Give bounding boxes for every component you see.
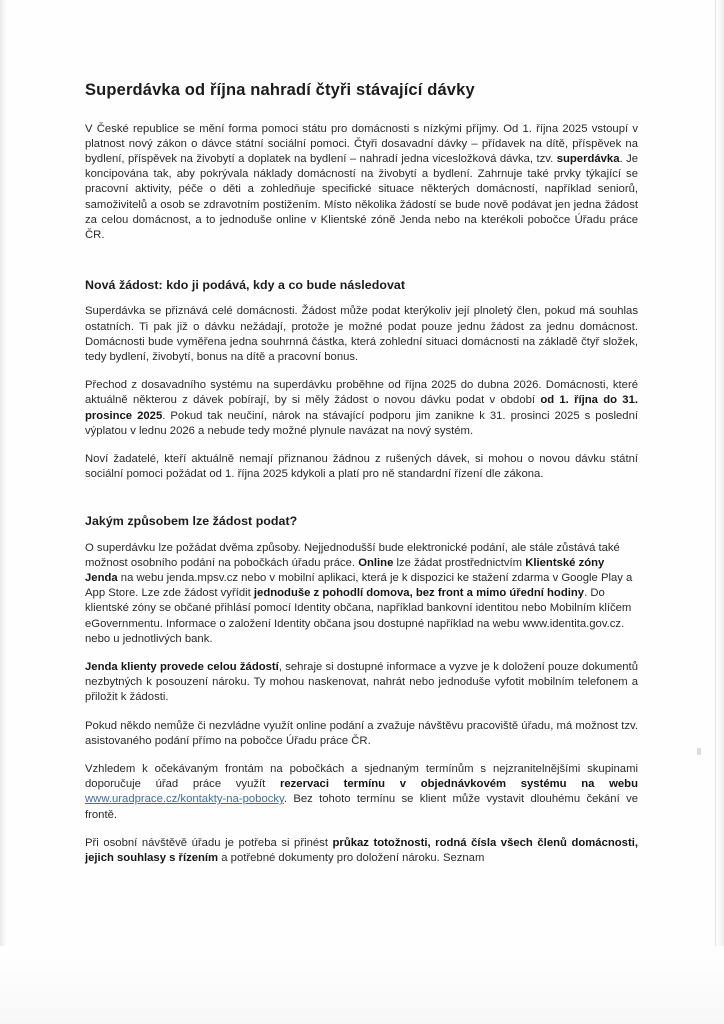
- scan-artifact-bottom: [0, 946, 724, 1024]
- new-request-text-a: Přechod z dosavadního systému na superdávku proběhne od října 2025 do dubna 2026. Domácnosti, které aktuálně některou z dávek pobírají, by si měly žádost o novou dávku podat v období: [85, 379, 638, 407]
- apply-emphasis-jenda-zone: Klientské zóny Jenda: [85, 556, 605, 584]
- page-title: Superdávka od října nahradí čtyři stávající dávky: [85, 81, 475, 99]
- scan-artifact-left-edge: [0, 0, 7, 1024]
- how-to-apply-paragraph-4: [85, 762, 638, 823]
- how-to-apply-paragraph-5: [85, 836, 638, 866]
- how-to-apply-paragraph-2: [85, 660, 638, 706]
- intro-text-a: V České republice se mění forma pomoci státu pro domácnosti s nízkými příjmy. Od 1. října 2025 vstoupí v platnost nový zákon o dávce státní sociální pomoci. Čtyři dosavadní dávky – přídavek na dítě, příspěvek na bydlení, příspěvek na živobytí a doplatek na bydlení – nahradí jedna vicesložková dávka, tzv.: [85, 122, 638, 166]
- new-request-paragraph-2: [85, 378, 638, 439]
- apply-emphasis-jenda-guides: Jenda klienty provede celou žádostí: [85, 660, 279, 673]
- apply-text-a: O superdávku lze požádat dvěma způsoby. Nejjednodušší bude elektronické podání, ale stále zůstává také možnost osobního podání na pobočkách úřadu práce.: [85, 541, 620, 569]
- intro-paragraph: [85, 122, 638, 244]
- apply5-text-c: a potřebné dokumenty pro doložení nároku. Seznam: [218, 851, 485, 864]
- apply-emphasis-reservation: rezervaci termínu v objednávkovém systému na webu: [279, 778, 638, 791]
- apply-emphasis-documents: průkaz totožnosti, rodná čísla všech členů domácnosti, jejich souhlasy s řízením: [85, 836, 639, 864]
- apply-text-c: lze žádat prostřednictvím: [393, 556, 526, 569]
- scan-artifact-right-line: [715, 0, 716, 1024]
- new-request-emphasis-deadline: od 1. října do 31. prosince 2025: [85, 394, 638, 422]
- apply2-text-b: , sehraje si dostupné informace a vyzve je k doložení pouze dokumentů nezbytných k posouzení nároku. Ty mohou naskenovat, nahrát nebo jednoduše vyfotit mobilním telefonem a přiložit k žádosti.: [85, 660, 638, 704]
- apply-emphasis-convenience: jednoduše z pohodlí domova, bez front a mimo úřední hodiny: [253, 587, 585, 600]
- apply-text-e: na webu jenda.mpsv.cz nebo v mobilní aplikaci, která je k dispozici ke stažení zdarma v Google Play a App Store. Lze zde žádost vyřídit: [85, 571, 633, 600]
- apply5-text-a: Při osobní návštěvě úřadu je potřeba si přinést: [85, 836, 333, 849]
- apply4-text-c: . Bez tohoto termínu se klient může vystavit dlouhému čekání ve frontě.: [85, 793, 638, 821]
- apply-emphasis-online: Online: [358, 556, 394, 569]
- apply4-text-a: Vzhledem k očekávaným frontám na pobočkách a sjednaným termínům s nejzranitelnějšími skupinami doporučuje úřad práce využít: [85, 762, 638, 791]
- uradprace-booking-link[interactable]: www.uradprace.cz/kontakty-na-pobocky: [85, 793, 284, 806]
- document-content: [85, 80, 638, 866]
- heading-how-to-apply: Jakým způsobem lze žádost podat?: [85, 514, 298, 529]
- how-to-apply-paragraph-3: Pokud někdo nemůže či nezvládne využít online podání a zvažuje návštěvu pracoviště úřadu, má možnost tzv. asistovaného podání přímo na pobočce Úřadu práce ČR.: [85, 719, 638, 747]
- intro-text-c: . Je koncipována tak, aby pokrývala náklady domácností na živobytí a bydlení. Zahrnuje také prvky týkající se pracovní aktivity, péče o děti a zohledňuje specifické situace některých domácností, například seniorů, samoživitelů a osob se zdravotním postižením. Místo několika žádostí se bude nově podávat jen jedna žádost za celou domácnost, a to jednoduše online v Klientské zóně Jenda nebo na kterékoli pobočce Úřadu práce ČR.: [85, 153, 638, 242]
- scan-artifact-speck: [697, 748, 701, 755]
- section-spacer: [85, 256, 638, 277]
- heading-new-request: Nová žádost: kdo ji podává, kdy a co bude následovat: [85, 278, 406, 293]
- new-request-text-c: . Pokud tak neučiní, nárok na stávající podporu jim zanikne k 31. prosinci 2025 s poslední výplatou v lednu 2026 a nebude tedy možné plynule navázat na nový systém.: [85, 409, 639, 437]
- new-request-paragraph-1: Superdávka se přiznává celé domácnosti. Žádost může podat kterýkoliv její plnoletý člen, pokud má souhlas ostatních. Ti pak již o dávku nežádají, protože je možné podat pouze jednu žádost za jednu domácnost. Domácnosti bude vyměřena jedna souhrnná částka, která zohlední situaci domácnosti na základě čtyř složek, tedy bydlení, živobytí, bonus na dítě a pracovní bonus.: [85, 305, 638, 363]
- apply-text-g: . Do klientské zóny se občané přihlásí pomocí Identity občana, například bankovní identitou nebo Mobilním klíčem eGovernmentu. Informace o založení Identity občana jsou dostupné například na webu www.identita.gov.cz. nebo u jednotlivých bank.: [85, 587, 632, 645]
- section-spacer-2: [85, 495, 638, 513]
- how-to-apply-paragraph-1: [85, 541, 638, 647]
- intro-emphasis-superdavka: superdávka: [556, 153, 620, 166]
- new-request-paragraph-3: Noví žadatelé, kteří aktuálně nemají přiznanou žádnou z rušených dávek, si mohou o novou dávku státní sociální pomoci požádat od 1. října 2025 kdykoli a platí pro ně standardní řízení dle zákona.: [85, 453, 638, 481]
- scan-artifact-right-edge: [715, 0, 724, 1024]
